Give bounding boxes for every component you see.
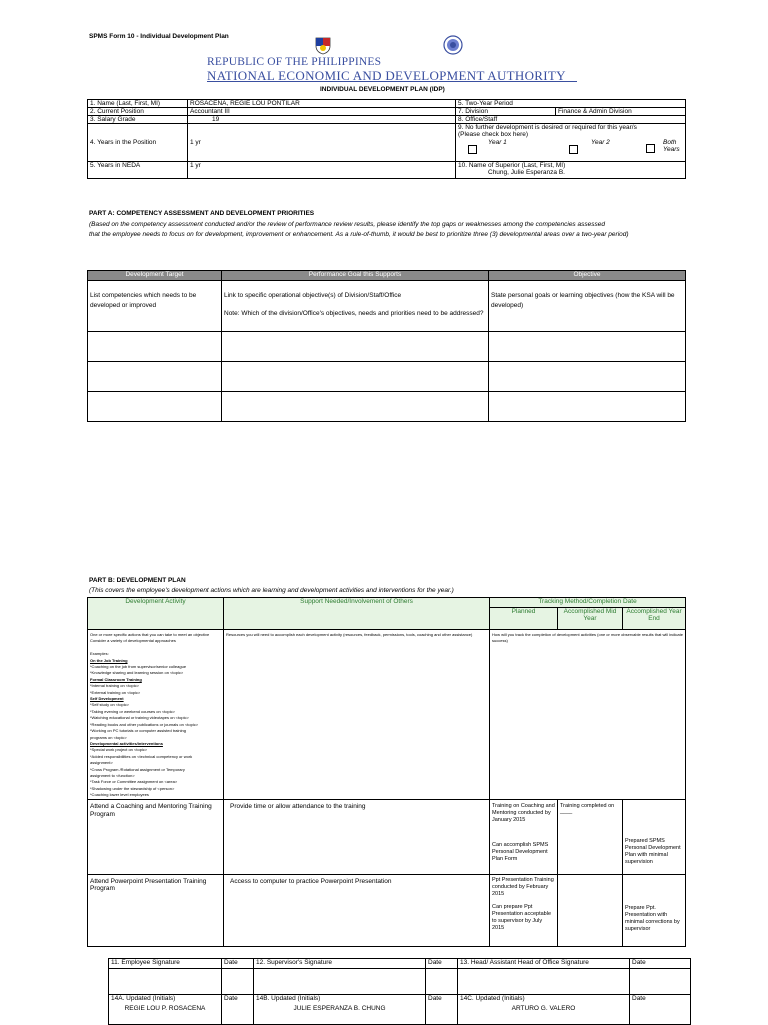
performance-goal-guide-a: Link to specific operational objective(s) of Division/Staff/Office	[224, 292, 402, 299]
head-signature-field[interactable]	[458, 969, 630, 995]
planned-row-1	[490, 799, 558, 874]
planned-row-1-b: Can accomplish SPMS Personal Development Plan Form	[492, 841, 549, 862]
employee-signature-label: 11. Employee Signature	[109, 959, 222, 969]
activity-row-1: Attend a Coaching and Mentoring Training Program	[88, 799, 224, 874]
division-value: Finance & Admin Division	[556, 108, 686, 116]
guide-line: Self Development	[90, 696, 124, 702]
position-label: 2. Current Position	[88, 108, 188, 116]
competency-cell[interactable]	[489, 332, 686, 362]
supervisor-signature-label: 12. Supervisor's Signature	[254, 959, 426, 969]
check-note: (Please check box here)	[458, 131, 529, 138]
yearend-row-2: Prepare Ppt. Presentation with minimal corrections by supervisor	[623, 874, 686, 946]
activity-guide	[88, 630, 224, 800]
updated-c-label: 14C. Updated (Initials)	[458, 995, 630, 1005]
development-activity-header: Development Activity	[88, 598, 224, 630]
superior-label: 10. Name of Superior (Last, First, MI)	[458, 162, 566, 169]
guide-line: *Watching educational or training videotapes on <topic>	[90, 715, 189, 721]
guide-line: assignment to <function>	[90, 772, 135, 778]
supervisor-name: JULIE ESPERANZA B. CHUNG	[254, 1005, 426, 1025]
year2-label: Year 2	[591, 139, 610, 146]
part-a-desc-1: (Based on the competency assessment conducted and/or the review of performance review results, please identify the top gaps or weaknesses among the competencies assessed	[89, 221, 605, 228]
year1-label: Year 1	[488, 139, 507, 146]
date-field[interactable]	[630, 969, 691, 995]
guide-line: programs on <topic>	[90, 734, 127, 740]
competency-cell[interactable]	[88, 392, 222, 422]
guide-line: *Coaching on the job from supervisor/senior colleague	[90, 664, 187, 670]
guide-line: *Shadowing under the stewardship of <person>	[90, 785, 175, 791]
guide-line: Examples:	[90, 651, 109, 657]
yearend-header: Accomplished Year End	[623, 608, 686, 630]
date-field[interactable]	[222, 969, 254, 995]
years-position-value: 1 yr	[188, 124, 456, 162]
tracking-guide: How will you track the completion of development activities (one or more observable results that will indicate success)	[490, 630, 686, 800]
part-a-desc-2: that the employee needs to focus on for development, improvement or enhancement. As a rule-of-thumb, it would be best to prioritize three (3) developmental areas over a two-year period)	[89, 231, 629, 238]
republic-heading: REPUBLIC OF THE PHILIPPINES	[207, 56, 382, 68]
neda-seal-icon	[443, 35, 463, 55]
guide-line: Developmental activities/interventions	[90, 740, 163, 746]
guide-line: Consider a variety of developmental approaches	[90, 638, 176, 644]
two-year-label: 5. Two-Year Period	[456, 100, 686, 108]
head-name: ARTURO G. VALERO	[458, 1005, 630, 1025]
part-b-title: PART B: DEVELOPMENT PLAN	[89, 577, 186, 584]
guide-line: assignment>	[90, 760, 113, 766]
date-label: Date	[426, 995, 458, 1005]
office-label: 8. Office/Staff	[456, 116, 686, 124]
form-id: SPMS Form 10 - Individual Development Plan	[89, 33, 229, 40]
midyear-row-1: Training completed on ____	[558, 799, 623, 874]
yearend-row-1: Prepared SPMS Personal Development Plan with minimal supervision	[623, 799, 686, 874]
guide-line: *Task Force or Committee assignment on <area>	[90, 779, 178, 785]
philippine-seal-icon	[313, 35, 333, 55]
division-label: 7. Division	[456, 108, 556, 116]
neda-heading: NATIONAL ECONOMIC AND DEVELOPMENT AUTHORITY	[207, 68, 566, 83]
date-field[interactable]	[222, 1005, 254, 1025]
competency-cell[interactable]	[88, 332, 222, 362]
document-title: INDIVIDUAL DEVELOPMENT PLAN (IDP)	[320, 86, 445, 93]
signature-table	[108, 958, 691, 1025]
salary-value: 19	[188, 116, 456, 124]
guide-line: *Special work project on <topic>	[90, 747, 148, 753]
guide-line: *Taking evening or weekend courses on <topic>	[90, 708, 175, 714]
date-label: Date	[222, 959, 254, 969]
support-guide: Resources you will need to accomplish each development activity (resources, feedback, permissions, tools, coaching and other assistance)	[224, 630, 490, 800]
guide-line: *Working on PC tutorials or computer assisted training	[90, 728, 186, 734]
competency-cell[interactable]	[222, 332, 489, 362]
header-divider	[207, 81, 577, 82]
position-value: Accountant III	[188, 108, 456, 116]
date-label: Date	[222, 995, 254, 1005]
years-neda-value: 1 yr	[188, 162, 456, 179]
performance-goal-header: Performance Goal this Supports	[222, 271, 489, 281]
name-value: ROSACEÑA, REGIE LOU PONTILAR	[188, 100, 456, 108]
date-label: Date	[630, 995, 691, 1005]
planned-row-1-a: Training on Coaching and Mentoring conducted by January 2015	[492, 802, 555, 823]
guide-line: *Added responsibilities on <technical competency or work	[90, 753, 193, 759]
planned-header: Planned	[490, 608, 558, 630]
name-label: 1. Name (Last, First, MI)	[88, 100, 188, 108]
both-years-label: Both Years	[663, 139, 680, 153]
performance-goal-guide	[222, 281, 489, 332]
head-signature-label: 13. Head/ Assistant Head of Office Signature	[458, 959, 630, 969]
date-field[interactable]	[630, 1005, 691, 1025]
midyear-row-2	[558, 874, 623, 946]
support-row-1: Provide time or allow attendance to the training	[224, 799, 490, 874]
support-row-2: Access to computer to practice Powerpoint Presentation	[224, 874, 490, 946]
year2-checkbox[interactable]	[569, 145, 578, 154]
date-label: Date	[426, 959, 458, 969]
planned-row-2-a: Ppt Presentation Training conducted by February 2015	[492, 876, 554, 897]
employee-info-table	[87, 99, 686, 179]
guide-line: *Knowledge sharing and learning session on <topic>	[90, 670, 184, 676]
employee-name: REGIE LOU P. ROSACENA	[109, 1005, 222, 1025]
years-position-label: 4. Years in the Position	[88, 124, 188, 162]
tracking-method-header: Tracking Method/Completion Date	[490, 598, 686, 608]
development-target-header: Development Target	[88, 271, 222, 281]
guide-line: *Internal training on <topic>	[90, 683, 139, 689]
year1-checkbox[interactable]	[468, 145, 477, 154]
both-years-checkbox[interactable]	[646, 144, 655, 153]
guide-line: *Coaching lower level employees	[90, 792, 149, 798]
guide-line: *External training on <topic>	[90, 689, 141, 695]
competency-cell[interactable]	[222, 392, 489, 422]
no-further-label: 9. No further development is desired or required for this year/s	[458, 124, 637, 131]
superior-cell	[456, 162, 686, 179]
competency-cell[interactable]	[88, 362, 222, 392]
planned-row-2	[490, 874, 558, 946]
date-field[interactable]	[426, 1005, 458, 1025]
employee-signature-field[interactable]	[109, 969, 222, 995]
guide-line: Formal Classroom Training	[90, 676, 142, 682]
objective-guide: State personal goals or learning objectives (how the KSA will be developed)	[489, 281, 686, 332]
guide-line: One or more specific actions that you can take to meet an objective	[90, 632, 210, 637]
updated-b-label: 14B. Updated (Initials)	[254, 995, 426, 1005]
development-target-guide: List competencies which needs to be developed or improved	[88, 281, 222, 332]
date-field[interactable]	[426, 969, 458, 995]
supervisor-signature-field[interactable]	[254, 969, 426, 995]
planned-row-2-b: Can prepare Ppt Presentation acceptable to supervisor by July 2015	[492, 903, 552, 931]
activity-guide-list	[90, 632, 221, 799]
objective-header: Objective	[489, 271, 686, 281]
competency-cell[interactable]	[222, 362, 489, 392]
part-b-desc: (This covers the employee's development actions which are learning and development activities and interventions for the year.)	[89, 587, 454, 594]
support-needed-header: Support Needed/Involvement of Others	[224, 598, 490, 630]
midyear-header: Accomplished Mid Year	[558, 608, 623, 630]
competency-table	[87, 270, 686, 422]
competency-cell[interactable]	[489, 362, 686, 392]
guide-line: *Self study on <topic>	[90, 702, 129, 708]
competency-cell[interactable]	[489, 392, 686, 422]
years-neda-label: 5. Years in NEDA	[88, 162, 188, 179]
guide-line: *Cross Program /Rotational assignment or Temporary	[90, 766, 185, 772]
development-plan-table	[87, 597, 686, 947]
updated-a-label: 14A. Updated (Initials)	[109, 995, 222, 1005]
no-further-cell	[456, 124, 686, 162]
guide-line: On the Job Training	[90, 657, 128, 663]
date-label: Date	[630, 959, 691, 969]
part-a-title: PART A: COMPETENCY ASSESSMENT AND DEVELOPMENT PRIORITIES	[89, 210, 315, 217]
salary-label: 3. Salary Grade	[88, 116, 188, 124]
guide-line: *Reading books and other publications or journals on <topic>	[90, 721, 199, 727]
superior-value: Chung, Julie Esperanza B.	[488, 169, 565, 176]
performance-goal-guide-b: Note: Which of the division/Office's objectives, needs and priorities need to be addressed?	[224, 310, 484, 317]
activity-row-2: Attend Powerpoint Presentation Training Program	[88, 874, 224, 946]
